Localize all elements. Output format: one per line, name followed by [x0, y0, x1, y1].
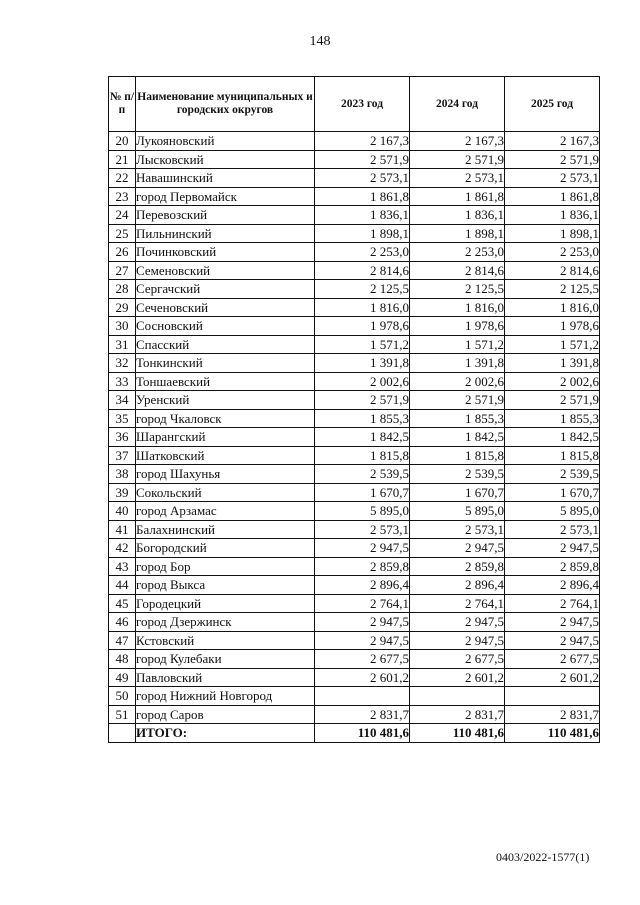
- row-2024: 1 670,7: [410, 483, 505, 502]
- row-name: Уренский: [136, 391, 315, 410]
- row-name: Сергачский: [136, 280, 315, 299]
- row-2025: 2 764,1: [505, 594, 600, 613]
- row-2025: 2 571,9: [505, 150, 600, 169]
- row-2023: 2 539,5: [315, 465, 410, 484]
- row-num: 45: [109, 594, 136, 613]
- table-row: [109, 372, 600, 391]
- row-2025: 1 842,5: [505, 428, 600, 447]
- table-row: [109, 187, 600, 206]
- document-code: 0403/2022-1577(1): [496, 850, 590, 864]
- row-2024: 2 573,1: [410, 520, 505, 539]
- table-row: [109, 335, 600, 354]
- row-name: Семеновский: [136, 261, 315, 280]
- row-2023: 1 670,7: [315, 483, 410, 502]
- row-2025: 2 573,1: [505, 169, 600, 188]
- row-2025: 2 831,7: [505, 705, 600, 724]
- row-num: 44: [109, 576, 136, 595]
- row-name: Спасский: [136, 335, 315, 354]
- row-2024: 1 391,8: [410, 354, 505, 373]
- row-2024: 1 815,8: [410, 446, 505, 465]
- row-2023: 2 947,5: [315, 613, 410, 632]
- row-2024: 1 861,8: [410, 187, 505, 206]
- row-name: город Чкаловск: [136, 409, 315, 428]
- row-2025: 2 539,5: [505, 465, 600, 484]
- row-2024: 2 764,1: [410, 594, 505, 613]
- row-2025: 1 815,8: [505, 446, 600, 465]
- row-2024: 2 571,9: [410, 150, 505, 169]
- table-row: [109, 224, 600, 243]
- table-row: [109, 428, 600, 447]
- row-num: 30: [109, 317, 136, 336]
- row-2023: 1 842,5: [315, 428, 410, 447]
- row-2023: 1 816,0: [315, 298, 410, 317]
- table-row: [109, 298, 600, 317]
- row-2025: 1 855,3: [505, 409, 600, 428]
- row-2024: 2 571,9: [410, 391, 505, 410]
- table-row: [109, 317, 600, 336]
- row-2023: 1 978,6: [315, 317, 410, 336]
- row-name: город Кулебаки: [136, 650, 315, 669]
- total-2024: 110 481,6: [410, 724, 505, 743]
- row-2024: 2 002,6: [410, 372, 505, 391]
- row-2025: 1 571,2: [505, 335, 600, 354]
- row-num: 38: [109, 465, 136, 484]
- row-num: 40: [109, 502, 136, 521]
- table-row: [109, 465, 600, 484]
- row-2025: 1 670,7: [505, 483, 600, 502]
- row-2023: 1 391,8: [315, 354, 410, 373]
- row-num: 46: [109, 613, 136, 632]
- row-name: Шатковский: [136, 446, 315, 465]
- table-row: [109, 354, 600, 373]
- row-2023: 2 896,4: [315, 576, 410, 595]
- allocation-table: [108, 76, 600, 743]
- row-2024: 2 167,3: [410, 132, 505, 151]
- table-row: [109, 668, 600, 687]
- row-2023: 2 947,5: [315, 539, 410, 558]
- row-2025: 2 947,5: [505, 631, 600, 650]
- header-2025: 2025 год: [505, 77, 600, 132]
- total-label: ИТОГО:: [136, 724, 315, 743]
- row-name: Тоншаевский: [136, 372, 315, 391]
- row-num: 20: [109, 132, 136, 151]
- row-2023: 2 167,3: [315, 132, 410, 151]
- row-2025: 1 836,1: [505, 206, 600, 225]
- row-2024: 2 601,2: [410, 668, 505, 687]
- row-2024: 2 253,0: [410, 243, 505, 262]
- row-2023: 2 677,5: [315, 650, 410, 669]
- row-num: 32: [109, 354, 136, 373]
- table-row: [109, 243, 600, 262]
- row-2025: 2 677,5: [505, 650, 600, 669]
- row-num: 24: [109, 206, 136, 225]
- table-row: [109, 169, 600, 188]
- total-2023: 110 481,6: [315, 724, 410, 743]
- table-body: [109, 132, 600, 724]
- table-row: [109, 705, 600, 724]
- row-2025: 2 814,6: [505, 261, 600, 280]
- row-num: 37: [109, 446, 136, 465]
- row-name: город Выкса: [136, 576, 315, 595]
- row-2025: [505, 687, 600, 706]
- row-name: Кстовский: [136, 631, 315, 650]
- row-num: 49: [109, 668, 136, 687]
- row-2023: 1 898,1: [315, 224, 410, 243]
- table-row: [109, 502, 600, 521]
- row-2024: 2 947,5: [410, 613, 505, 632]
- row-num: 42: [109, 539, 136, 558]
- row-2025: 1 861,8: [505, 187, 600, 206]
- row-name: город Саров: [136, 705, 315, 724]
- table-row: [109, 409, 600, 428]
- row-name: Сосновский: [136, 317, 315, 336]
- row-name: Починковский: [136, 243, 315, 262]
- row-2025: 2 947,5: [505, 539, 600, 558]
- row-2023: 2 831,7: [315, 705, 410, 724]
- row-name: город Нижний Новгород: [136, 687, 315, 706]
- row-2024: 2 947,5: [410, 631, 505, 650]
- table-row: [109, 613, 600, 632]
- table-row: [109, 557, 600, 576]
- table-row: [109, 687, 600, 706]
- row-2023: 2 814,6: [315, 261, 410, 280]
- row-num: 22: [109, 169, 136, 188]
- row-2023: 2 601,2: [315, 668, 410, 687]
- row-num: 29: [109, 298, 136, 317]
- row-name: Пильнинский: [136, 224, 315, 243]
- table-row: [109, 132, 600, 151]
- row-num: 43: [109, 557, 136, 576]
- row-2023: 1 861,8: [315, 187, 410, 206]
- row-num: 27: [109, 261, 136, 280]
- row-2025: 2 573,1: [505, 520, 600, 539]
- header-2023: 2023 год: [315, 77, 410, 132]
- row-2025: 2 947,5: [505, 613, 600, 632]
- row-num: 31: [109, 335, 136, 354]
- row-2024: 1 978,6: [410, 317, 505, 336]
- row-2025: 2 125,5: [505, 280, 600, 299]
- row-2023: 2 573,1: [315, 520, 410, 539]
- row-name: город Дзержинск: [136, 613, 315, 632]
- table-header-row: [109, 77, 600, 132]
- row-2025: 1 816,0: [505, 298, 600, 317]
- row-2024: 2 125,5: [410, 280, 505, 299]
- row-2023: 1 815,8: [315, 446, 410, 465]
- header-2024: 2024 год: [410, 77, 505, 132]
- row-2025: 2 601,2: [505, 668, 600, 687]
- table-row: [109, 261, 600, 280]
- row-2023: [315, 687, 410, 706]
- row-2025: 1 978,6: [505, 317, 600, 336]
- row-2025: 5 895,0: [505, 502, 600, 521]
- row-num: 47: [109, 631, 136, 650]
- row-name: Шарангский: [136, 428, 315, 447]
- row-2023: 2 947,5: [315, 631, 410, 650]
- row-2024: 1 571,2: [410, 335, 505, 354]
- row-2023: 2 764,1: [315, 594, 410, 613]
- table-row: [109, 576, 600, 595]
- row-name: Балахнинский: [136, 520, 315, 539]
- row-name: Богородский: [136, 539, 315, 558]
- row-2025: 2 859,8: [505, 557, 600, 576]
- row-num: 48: [109, 650, 136, 669]
- row-num: 28: [109, 280, 136, 299]
- row-name: Тонкинский: [136, 354, 315, 373]
- row-num: 33: [109, 372, 136, 391]
- row-2025: 2 167,3: [505, 132, 600, 151]
- row-name: Городецкий: [136, 594, 315, 613]
- row-2024: 2 896,4: [410, 576, 505, 595]
- row-2023: 2 573,1: [315, 169, 410, 188]
- row-2023: 1 855,3: [315, 409, 410, 428]
- header-name: Наименование муниципальных и городских округов: [136, 77, 315, 132]
- row-num: 35: [109, 409, 136, 428]
- row-2025: 2 002,6: [505, 372, 600, 391]
- table-row: [109, 483, 600, 502]
- table-row: [109, 150, 600, 169]
- row-num: 26: [109, 243, 136, 262]
- row-name: Павловский: [136, 668, 315, 687]
- row-2024: 2 859,8: [410, 557, 505, 576]
- row-2024: 2 947,5: [410, 539, 505, 558]
- row-2025: 1 391,8: [505, 354, 600, 373]
- row-name: город Арзамас: [136, 502, 315, 521]
- row-num: 23: [109, 187, 136, 206]
- row-name: город Бор: [136, 557, 315, 576]
- row-2023: 2 125,5: [315, 280, 410, 299]
- row-2025: 2 571,9: [505, 391, 600, 410]
- row-name: Перевозский: [136, 206, 315, 225]
- row-name: город Шахунья: [136, 465, 315, 484]
- total-row: [109, 724, 600, 743]
- row-num: 39: [109, 483, 136, 502]
- page-number: 148: [309, 34, 331, 49]
- row-2023: 2 859,8: [315, 557, 410, 576]
- table-row: [109, 539, 600, 558]
- row-num: 34: [109, 391, 136, 410]
- row-2025: 2 896,4: [505, 576, 600, 595]
- header-num: № п/п: [109, 77, 136, 132]
- row-2023: 5 895,0: [315, 502, 410, 521]
- row-name: Навашинский: [136, 169, 315, 188]
- row-2024: 2 677,5: [410, 650, 505, 669]
- row-2024: 1 855,3: [410, 409, 505, 428]
- row-name: Лысковский: [136, 150, 315, 169]
- row-name: Сеченовский: [136, 298, 315, 317]
- row-2024: 2 573,1: [410, 169, 505, 188]
- row-2024: [410, 687, 505, 706]
- row-2024: 2 831,7: [410, 705, 505, 724]
- row-2025: 1 898,1: [505, 224, 600, 243]
- table-row: [109, 520, 600, 539]
- row-2023: 2 253,0: [315, 243, 410, 262]
- row-2024: 1 842,5: [410, 428, 505, 447]
- row-2023: 2 002,6: [315, 372, 410, 391]
- row-2023: 1 836,1: [315, 206, 410, 225]
- row-2024: 2 814,6: [410, 261, 505, 280]
- row-2024: 2 539,5: [410, 465, 505, 484]
- row-num: 36: [109, 428, 136, 447]
- table-row: [109, 280, 600, 299]
- table-row: [109, 446, 600, 465]
- row-2024: 1 898,1: [410, 224, 505, 243]
- table-row: [109, 391, 600, 410]
- row-2023: 1 571,2: [315, 335, 410, 354]
- table-row: [109, 206, 600, 225]
- row-name: Лукояновский: [136, 132, 315, 151]
- row-2023: 2 571,9: [315, 391, 410, 410]
- row-2025: 2 253,0: [505, 243, 600, 262]
- row-num: 51: [109, 705, 136, 724]
- table-row: [109, 631, 600, 650]
- total-2025: 110 481,6: [505, 724, 600, 743]
- row-name: город Первомайск: [136, 187, 315, 206]
- row-2024: 1 836,1: [410, 206, 505, 225]
- row-num: 21: [109, 150, 136, 169]
- total-num-cell: [109, 724, 136, 743]
- row-num: 25: [109, 224, 136, 243]
- row-name: Сокольский: [136, 483, 315, 502]
- table-row: [109, 650, 600, 669]
- row-num: 50: [109, 687, 136, 706]
- row-num: 41: [109, 520, 136, 539]
- table-row: [109, 594, 600, 613]
- row-2024: 1 816,0: [410, 298, 505, 317]
- row-2023: 2 571,9: [315, 150, 410, 169]
- row-2024: 5 895,0: [410, 502, 505, 521]
